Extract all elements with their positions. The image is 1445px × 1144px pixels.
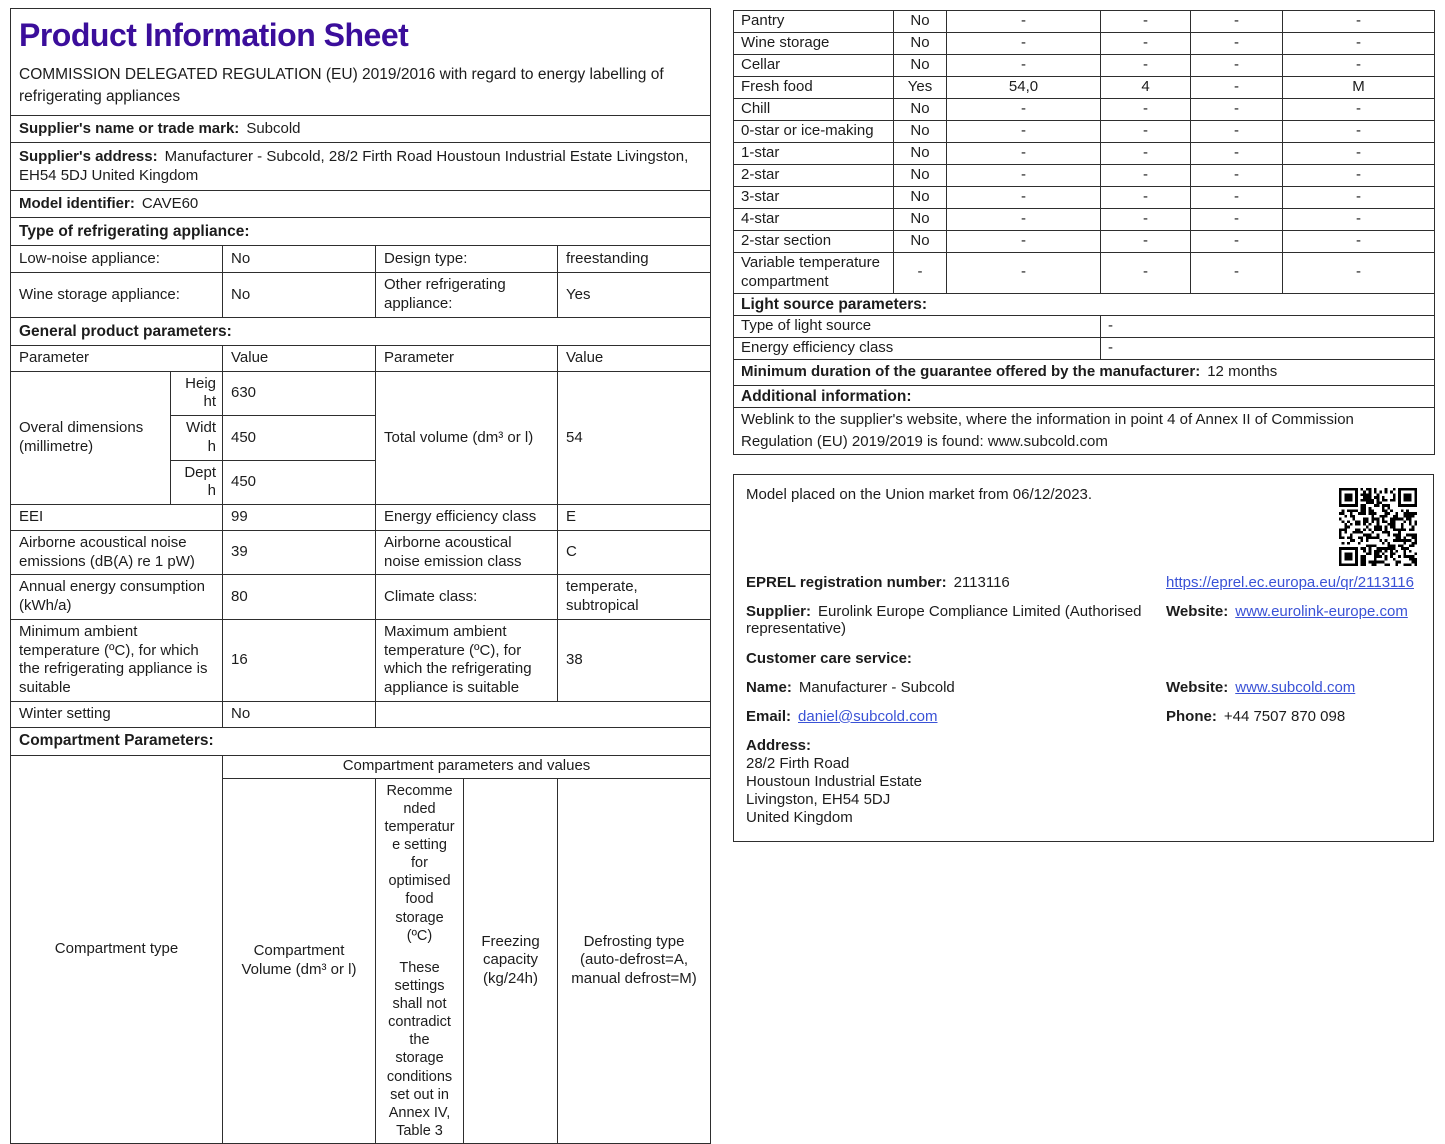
cell-defrost: - xyxy=(1283,209,1435,231)
address-line: Livingston, EH54 5DJ xyxy=(746,790,891,808)
col-header-parameter: Parameter xyxy=(11,345,223,371)
phone-value: +44 7507 870 098 xyxy=(1223,707,1346,725)
cell-type: 2-star section xyxy=(734,231,894,253)
cell-type: 4-star xyxy=(734,209,894,231)
dimensions-label: Overal dimensions (millimetre) xyxy=(11,371,171,505)
recommended-temp-header: Recommended temperature setting for optimised food storage (ºC) These settings shall not contradict the storage conditions set out in Annex IV, Table 3 xyxy=(376,778,464,1143)
type-row-1 xyxy=(11,246,711,273)
compartment-row xyxy=(734,209,1435,231)
cell-present: - xyxy=(894,253,947,294)
low-noise-label: Low-noise appliance: xyxy=(11,246,223,273)
cell-temp: - xyxy=(1101,33,1191,55)
supplier-address-label: Supplier's address: xyxy=(19,148,158,166)
dim-width-value: 450 xyxy=(223,416,376,461)
eprel-row xyxy=(746,574,1421,591)
compartment-section-heading: Compartment Parameters: xyxy=(11,727,711,755)
cell-temp: 4 xyxy=(1101,77,1191,99)
climate-class-label: Climate class: xyxy=(376,575,558,620)
eurolink-website-link[interactable]: www.eurolink-europe.com xyxy=(1235,602,1408,620)
cell-defrost: - xyxy=(1283,33,1435,55)
cell-defrost: - xyxy=(1283,11,1435,33)
market-date-text: Model placed on the Union market from 06/12/2023. xyxy=(746,485,1093,503)
cell-present: No xyxy=(894,143,947,165)
cell-temp: - xyxy=(1101,187,1191,209)
other-appliance-label: Other refrigerating appliance: xyxy=(376,273,558,318)
name-row xyxy=(746,679,1421,696)
cell-volume: - xyxy=(947,121,1101,143)
phone-label: Phone: xyxy=(1166,707,1217,725)
supplier-name-value: Subcold xyxy=(246,120,301,137)
cell-freezing: - xyxy=(1191,165,1283,187)
cell-defrost: - xyxy=(1283,187,1435,209)
cell-volume: - xyxy=(947,55,1101,77)
cell-temp: - xyxy=(1101,165,1191,187)
model-identifier-label: Model identifier: xyxy=(19,195,135,212)
cell-present: No xyxy=(894,99,947,121)
compartment-row xyxy=(734,231,1435,253)
compartment-row xyxy=(734,99,1435,121)
supplier-label: Supplier: xyxy=(746,602,812,620)
supplier-address-row xyxy=(11,143,711,191)
address-block xyxy=(746,737,1421,827)
cell-present: No xyxy=(894,33,947,55)
cell-present: No xyxy=(894,187,947,209)
cell-volume: - xyxy=(947,209,1101,231)
compartment-volume-header: Compartment Volume (dm³ or l) xyxy=(223,778,376,1143)
name-label: Name: xyxy=(746,678,792,696)
weblink-value: www.subcold.com xyxy=(987,433,1108,450)
email-link[interactable]: daniel@subcold.com xyxy=(798,707,938,725)
cell-freezing: - xyxy=(1191,231,1283,253)
design-type-label: Design type: xyxy=(376,246,558,273)
energy-class-label: Energy efficiency class xyxy=(376,505,558,531)
cell-freezing: - xyxy=(1191,33,1283,55)
cell-temp: - xyxy=(1101,11,1191,33)
left-document-table xyxy=(10,8,711,1144)
cell-volume: - xyxy=(947,99,1101,121)
cell-freezing: - xyxy=(1191,11,1283,33)
cell-present: No xyxy=(894,11,947,33)
eprel-link[interactable]: https://eprel.ec.europa.eu/qr/2113116 xyxy=(1166,573,1414,591)
cell-freezing: - xyxy=(1191,99,1283,121)
compartment-row xyxy=(734,253,1435,294)
compartment-row xyxy=(734,165,1435,187)
cell-volume: - xyxy=(947,187,1101,209)
compartment-row xyxy=(734,143,1435,165)
supplier-name-label: Supplier's name or trade mark: xyxy=(19,120,240,137)
compartment-row xyxy=(734,55,1435,77)
col-header-value: Value xyxy=(223,345,376,371)
light-class-label: Energy efficiency class xyxy=(734,337,1101,359)
compartment-row xyxy=(734,121,1435,143)
address-label: Address: xyxy=(746,736,812,754)
compartment-row xyxy=(734,187,1435,209)
dim-height-label: Height xyxy=(171,371,223,416)
eprel-value: 2113116 xyxy=(953,573,1010,591)
light-class-value: - xyxy=(1101,337,1435,359)
cell-type: Variable temperature compartment xyxy=(734,253,894,294)
noise-label: Airborne acoustical noise emissions (dB(A) re 1 pW) xyxy=(11,530,223,575)
cell-present: No xyxy=(894,55,947,77)
energy-row xyxy=(11,575,711,620)
annual-energy-value: 80 xyxy=(223,575,376,620)
cell-freezing: - xyxy=(1191,209,1283,231)
winter-setting-value: No xyxy=(223,701,376,727)
wine-storage-value: No xyxy=(223,273,376,318)
cell-type: Fresh food xyxy=(734,77,894,99)
winter-empty-cell xyxy=(376,701,711,727)
subcold-website-link[interactable]: www.subcold.com xyxy=(1235,678,1356,696)
eei-label: EEI xyxy=(11,505,223,531)
weblink-row xyxy=(734,408,1435,455)
cell-temp: - xyxy=(1101,253,1191,294)
additional-info-heading: Additional information: xyxy=(734,385,1435,407)
cell-defrost: - xyxy=(1283,55,1435,77)
eprel-label: EPREL registration number: xyxy=(746,573,947,591)
dim-depth-label: Depth xyxy=(171,460,223,505)
website-label: Website: xyxy=(1166,678,1229,696)
general-header-row xyxy=(11,345,711,371)
min-temp-label: Minimum ambient temperature (ºC), for which the refrigerating appliance is suitable xyxy=(11,619,223,701)
cell-present: No xyxy=(894,231,947,253)
eprel-info-box xyxy=(733,474,1434,842)
design-type-value: freestanding xyxy=(558,246,711,273)
supplier-row xyxy=(746,603,1421,637)
dimensions-row-height xyxy=(11,371,711,416)
cell-freezing: - xyxy=(1191,187,1283,209)
weblink-text: Weblink to the supplier's website, where the information in point 4 of Annex II of Commission Regulation (EU) 2019/2019 is found: xyxy=(741,411,1354,450)
guarantee-row xyxy=(734,359,1435,385)
other-appliance-value: Yes xyxy=(558,273,711,318)
model-identifier-row xyxy=(11,191,711,218)
cell-present: No xyxy=(894,165,947,187)
cell-freezing: - xyxy=(1191,77,1283,99)
cell-defrost: - xyxy=(1283,121,1435,143)
col-header-value-2: Value xyxy=(558,345,711,371)
noise-class-label: Airborne acoustical noise emission class xyxy=(376,530,558,575)
low-noise-value: No xyxy=(223,246,376,273)
ambient-temp-row xyxy=(11,619,711,701)
light-source-row xyxy=(734,337,1435,359)
general-section-heading: General product parameters: xyxy=(11,317,711,345)
cell-temp: - xyxy=(1101,231,1191,253)
cell-type: 0-star or ice-making xyxy=(734,121,894,143)
address-line: Houstoun Industrial Estate xyxy=(746,772,922,790)
light-source-heading: Light source parameters: xyxy=(734,293,1435,315)
guarantee-label: Minimum duration of the guarantee offered by the manufacturer: xyxy=(741,363,1201,380)
compartment-span-header-row xyxy=(11,755,711,778)
compartment-row xyxy=(734,77,1435,99)
cell-defrost: - xyxy=(1283,165,1435,187)
cell-volume: - xyxy=(947,231,1101,253)
cell-volume: - xyxy=(947,143,1101,165)
max-temp-label: Maximum ambient temperature (ºC), for which the refrigerating appliance is suitable xyxy=(376,619,558,701)
type-section-heading: Type of refrigerating appliance: xyxy=(11,218,711,246)
climate-class-value: temperate, subtropical xyxy=(558,575,711,620)
page-title: Product Information Sheet xyxy=(19,17,409,53)
cell-volume: 54,0 xyxy=(947,77,1101,99)
eei-row xyxy=(11,505,711,531)
total-volume-value: 54 xyxy=(558,371,711,505)
email-row xyxy=(746,708,1421,725)
defrosting-type-header: Defrosting type (auto-defrost=A, manual defrost=M) xyxy=(558,778,711,1143)
cell-type: Chill xyxy=(734,99,894,121)
cell-present: Yes xyxy=(894,77,947,99)
website-label: Website: xyxy=(1166,602,1229,620)
max-temp-value: 38 xyxy=(558,619,711,701)
cell-freezing: - xyxy=(1191,253,1283,294)
name-value: Manufacturer - Subcold xyxy=(798,678,955,696)
eei-value: 99 xyxy=(223,505,376,531)
cell-present: No xyxy=(894,121,947,143)
email-label: Email: xyxy=(746,707,792,725)
cell-volume: - xyxy=(947,165,1101,187)
compartment-span-header: Compartment parameters and values xyxy=(223,755,711,778)
left-column xyxy=(10,8,710,1144)
type-row-2 xyxy=(11,273,711,318)
cell-freezing: - xyxy=(1191,121,1283,143)
cell-temp: - xyxy=(1101,121,1191,143)
compartment-row xyxy=(734,11,1435,33)
cell-temp: - xyxy=(1101,99,1191,121)
supplier-address-value: Manufacturer - Subcold, 28/2 Firth Road Houstoun Industrial Estate Livingston, EH54 5DJ United Kingdom xyxy=(19,148,689,184)
light-type-label: Type of light source xyxy=(734,315,1101,337)
model-identifier-value: CAVE60 xyxy=(141,195,199,212)
cell-type: Pantry xyxy=(734,11,894,33)
cell-temp: - xyxy=(1101,209,1191,231)
qr-code-icon xyxy=(1339,488,1417,566)
dim-height-value: 630 xyxy=(223,371,376,416)
light-source-row xyxy=(734,315,1435,337)
guarantee-value: 12 months xyxy=(1207,363,1278,380)
address-line: United Kingdom xyxy=(746,808,853,826)
cell-defrost: - xyxy=(1283,253,1435,294)
wine-storage-label: Wine storage appliance: xyxy=(11,273,223,318)
dim-depth-value: 450 xyxy=(223,460,376,505)
right-column xyxy=(733,10,1434,842)
energy-class-value: E xyxy=(558,505,711,531)
cell-defrost: - xyxy=(1283,231,1435,253)
title-block xyxy=(11,9,711,116)
address-line: 28/2 Firth Road xyxy=(746,754,850,772)
cell-type: 2-star xyxy=(734,165,894,187)
cell-type: Wine storage xyxy=(734,33,894,55)
winter-setting-row xyxy=(11,701,711,727)
cell-freezing: - xyxy=(1191,55,1283,77)
cell-type: 1-star xyxy=(734,143,894,165)
supplier-value: Eurolink Europe Compliance Limited (Authorised representative) xyxy=(746,602,1142,637)
noise-row xyxy=(11,530,711,575)
freezing-capacity-header: Freezing capacity (kg/24h) xyxy=(464,778,558,1143)
dim-width-label: Width xyxy=(171,416,223,461)
cell-type: 3-star xyxy=(734,187,894,209)
right-parameters-table xyxy=(733,10,1435,455)
cell-volume: - xyxy=(947,11,1101,33)
cell-type: Cellar xyxy=(734,55,894,77)
compartment-type-header: Compartment type xyxy=(11,755,223,1143)
winter-setting-label: Winter setting xyxy=(11,701,223,727)
cell-defrost: - xyxy=(1283,143,1435,165)
cell-volume: - xyxy=(947,33,1101,55)
total-volume-label: Total volume (dm³ or l) xyxy=(376,371,558,505)
col-header-parameter-2: Parameter xyxy=(376,345,558,371)
cell-volume: - xyxy=(947,253,1101,294)
noise-value: 39 xyxy=(223,530,376,575)
noise-class-value: C xyxy=(558,530,711,575)
cell-defrost: - xyxy=(1283,99,1435,121)
cell-temp: - xyxy=(1101,143,1191,165)
annual-energy-label: Annual energy consumption (kWh/a) xyxy=(11,575,223,620)
customer-care-heading: Customer care service: xyxy=(746,649,912,667)
supplier-name-row xyxy=(11,116,711,143)
compartment-row xyxy=(734,33,1435,55)
min-temp-value: 16 xyxy=(223,619,376,701)
cell-present: No xyxy=(894,209,947,231)
regulation-subtitle: COMMISSION DELEGATED REGULATION (EU) 2019/2016 with regard to energy labelling of refrigerating appliances xyxy=(19,66,664,105)
cell-defrost: M xyxy=(1283,77,1435,99)
cell-freezing: - xyxy=(1191,143,1283,165)
cell-temp: - xyxy=(1101,55,1191,77)
light-type-value: - xyxy=(1101,315,1435,337)
